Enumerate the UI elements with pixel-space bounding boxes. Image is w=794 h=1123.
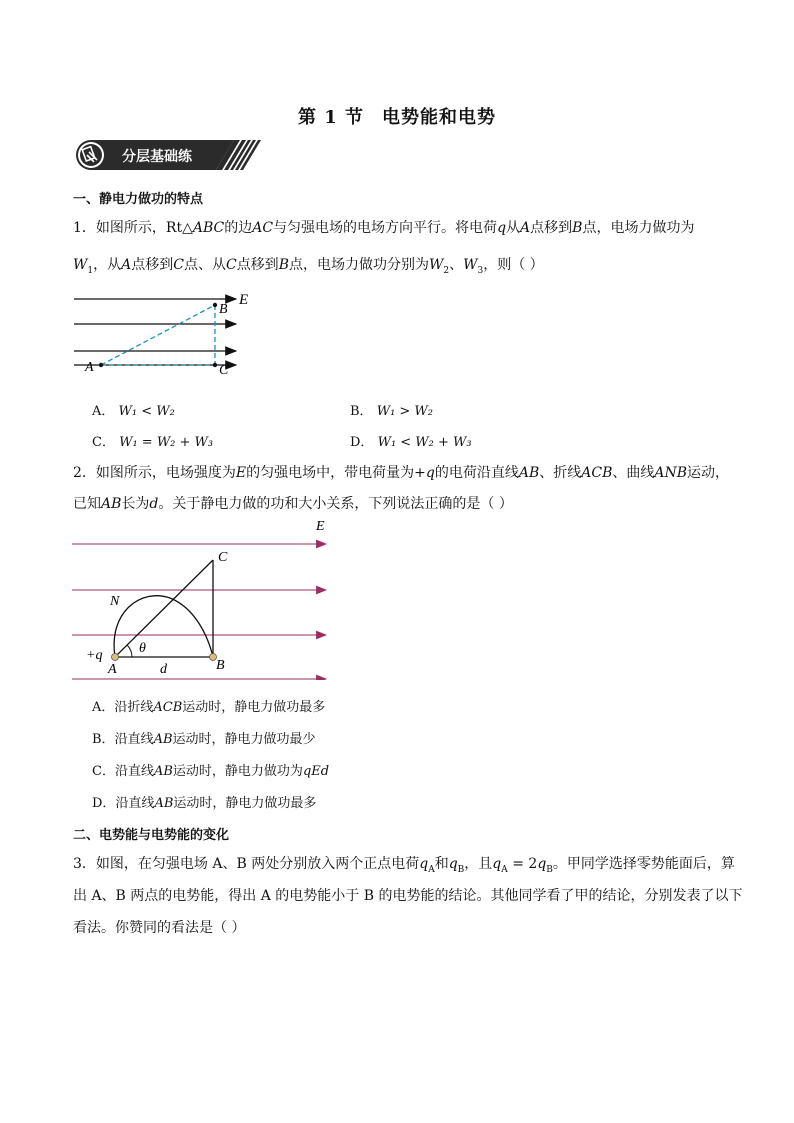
q1-option-a[interactable]: A． W₁ < W₂	[92, 404, 175, 419]
label-e: E	[316, 519, 325, 534]
label-d: d	[160, 662, 167, 677]
section-heading-1: 一、静电力做功的特点	[73, 192, 204, 207]
label-theta: θ	[139, 641, 146, 656]
q2-option-d[interactable]: D．沿直线AB运动时，静电力做功最多	[92, 796, 317, 811]
q1-option-c[interactable]: C． W₁ = W₂ + W₃	[92, 435, 214, 450]
segment-ac	[115, 560, 213, 657]
segment-ab	[101, 305, 215, 365]
label-b: B	[216, 658, 225, 673]
title-section-number: 第 1 节	[297, 107, 365, 128]
q1-option-b[interactable]: B． W₁ > W₂	[350, 404, 434, 419]
point-a	[112, 654, 119, 661]
q1-option-d[interactable]: D． W₁ < W₂ + W₃	[350, 435, 472, 450]
label-c: C	[218, 550, 228, 565]
q1-figure	[70, 288, 260, 380]
q2-line1: 2．如图所示，电场强度为E的匀强电场中，带电荷量为+q的电荷沿直线AB、折线ACB、曲线ANB运动，	[73, 465, 730, 481]
q2-option-c[interactable]: C．沿直线AB运动时，静电力做功为qEd	[92, 764, 330, 779]
label-q: +q	[86, 648, 103, 663]
point-b	[213, 303, 217, 307]
section-heading-2: 二、电势能与电势能的变化	[73, 828, 230, 843]
label-a: A	[108, 662, 117, 677]
page-title	[0, 103, 794, 129]
q1-number: 1．	[73, 220, 96, 236]
point-c	[213, 363, 217, 367]
title-section-name: 电势能和电势	[382, 107, 497, 128]
label-e: E	[239, 292, 249, 308]
label-b: B	[219, 302, 228, 317]
q3-line3: 看法。你赞同的看法是（ ）	[73, 920, 246, 936]
q2-option-b[interactable]: B．沿直线AB运动时，静电力做功最少	[92, 732, 316, 747]
q2-line2: 已知AB长为d。关于静电力做的功和大小关系，下列说法正确的是（ ）	[73, 496, 513, 512]
q2-number: 2．	[73, 465, 96, 481]
angle-arc	[127, 645, 132, 657]
q1-line1: 1．如图所示，Rt△ABC的边AC与匀强电场的电场方向平行。将电荷q从A点移到B点，电场力做功为	[73, 220, 695, 236]
label-n: N	[110, 594, 120, 609]
q3-line2: 出 A、B 两点的电势能，得出 A 的电势能小于 B 的电势能的结论。其他同学看了甲的结论，分别发表了以下	[73, 888, 743, 904]
label-c: C	[219, 363, 229, 378]
q3-number: 3．	[73, 856, 96, 872]
point-a	[99, 363, 103, 367]
label-a: A	[85, 360, 94, 375]
q3-line1: 3．如图，在匀强电场 A、B 两处分别放入两个正点电荷$q_A$和$q_B$，且$q_A = 2q_B$。甲同学选择零势能面后，算	[73, 856, 735, 875]
q2-option-a[interactable]: A．沿折线ACB运动时，静电力做功最多	[92, 700, 326, 715]
banner-label: 分层基础练	[122, 149, 192, 165]
q1-line2: $W_1$，从A点移到C点、从C点移到B点，电场力做功分别为$W_2$、$W_3$，则（ ）	[73, 257, 544, 276]
q2-figure	[70, 516, 332, 680]
